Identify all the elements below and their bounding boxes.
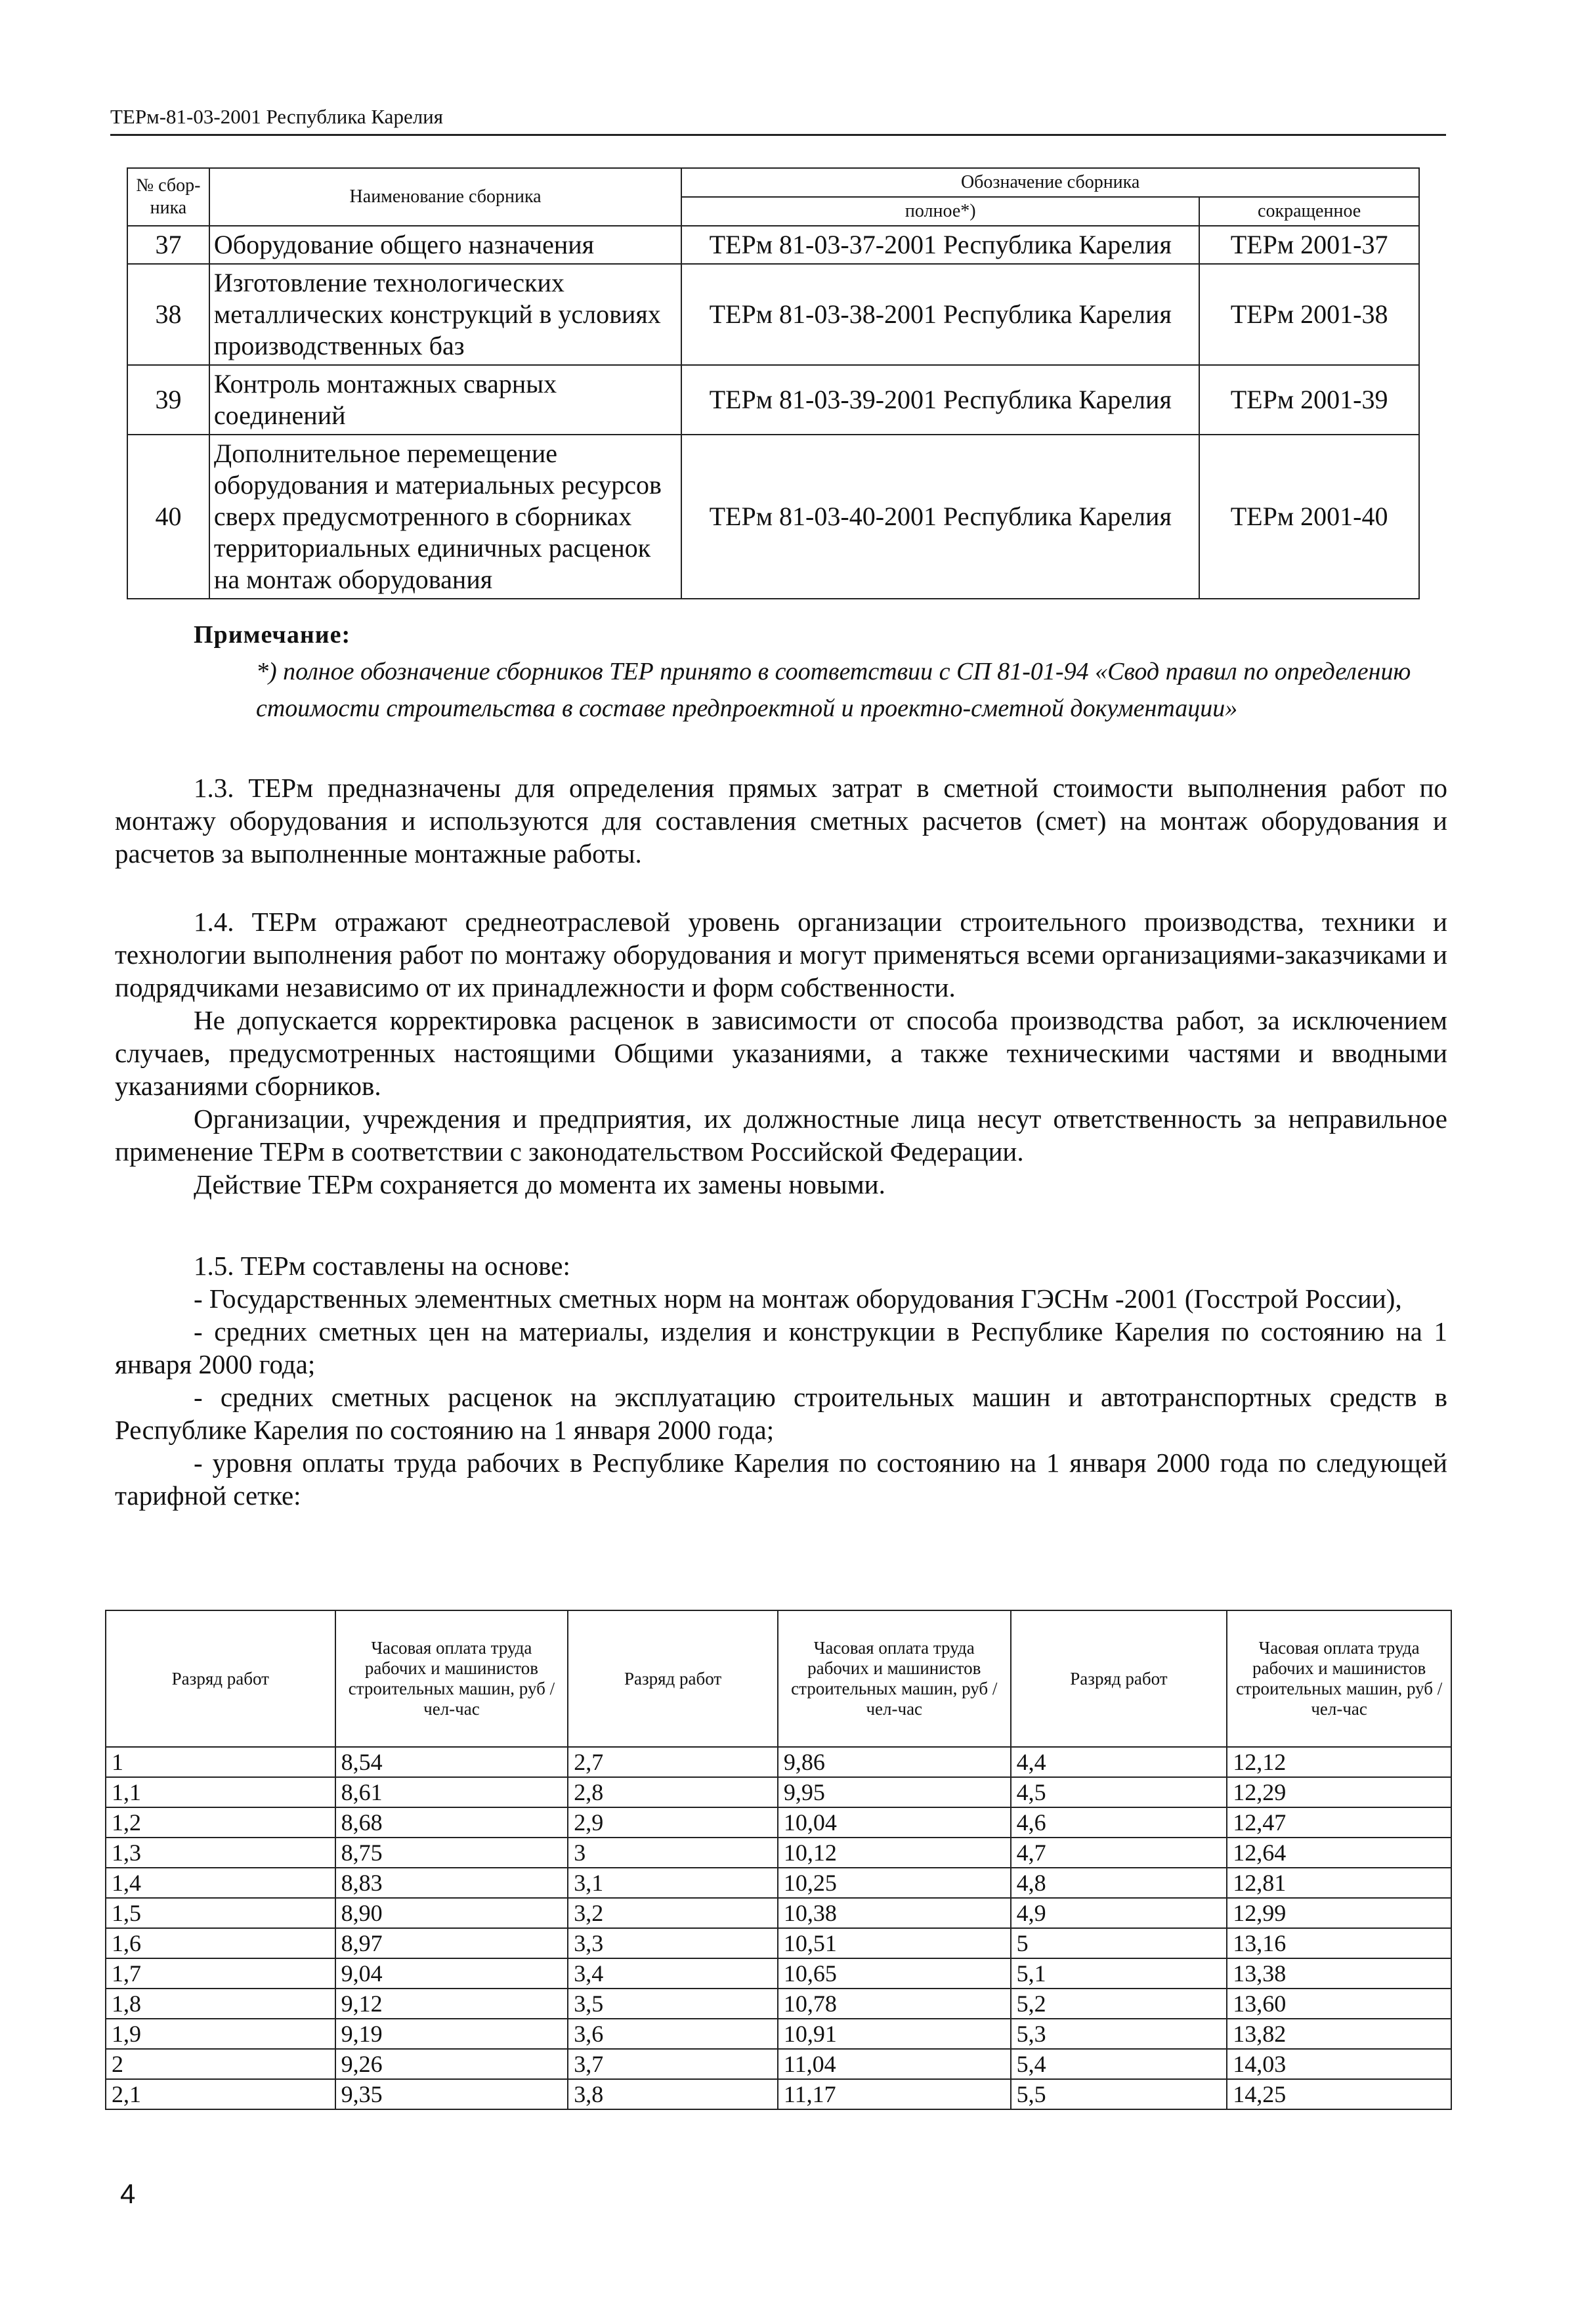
table-row [106, 1807, 1451, 1838]
table-row [106, 1777, 1451, 1807]
catalog-name: Изготовление технологических металлических конструкций в условиях производственных баз [209, 264, 681, 365]
rate-grade-cell: 3,6 [568, 2019, 778, 2049]
rate-value-cell: 14,03 [1227, 2049, 1451, 2079]
note-title: Примечание: [194, 621, 351, 649]
catalog-num: 38 [127, 264, 209, 365]
rate-grade-cell: 3,7 [568, 2049, 778, 2079]
table-row [106, 1989, 1451, 2019]
col-rate-header: Часовая оплата труда рабочих и машинистов строительных машин, руб /чел-час [335, 1610, 568, 1747]
rate-value-cell: 10,12 [778, 1838, 1011, 1868]
rate-value-cell: 12,64 [1227, 1838, 1451, 1868]
rate-grade-cell: 2,8 [568, 1777, 778, 1807]
table-row [127, 264, 1419, 365]
rate-grade-cell: 2 [106, 2049, 335, 2079]
rate-grade-cell: 1,9 [106, 2019, 335, 2049]
rate-value-cell: 10,51 [778, 1928, 1011, 1958]
paragraph-1-4-b: Не допускается корректировка расценок в зависимости от способа производства работ, за исключением случаев, предусмотренных настоящими Общими указаниями, а также техническими частями и вводными указаниями сборников. [115, 1005, 1447, 1101]
rate-grade-cell: 1,5 [106, 1898, 335, 1928]
rate-value-cell: 8,75 [335, 1838, 568, 1868]
rate-grade-cell: 4,8 [1011, 1868, 1227, 1898]
rate-grade-cell: 4,9 [1011, 1898, 1227, 1928]
col-name-header: Наименование сборника [209, 168, 681, 226]
rate-value-cell: 9,35 [335, 2079, 568, 2109]
rate-grade-cell: 3,5 [568, 1989, 778, 2019]
rate-value-cell: 12,47 [1227, 1807, 1451, 1838]
rate-value-cell: 9,86 [778, 1747, 1011, 1777]
rate-value-cell: 8,83 [335, 1868, 568, 1898]
table-row [127, 435, 1419, 599]
rate-value-cell: 10,78 [778, 1989, 1011, 2019]
rate-value-cell: 8,97 [335, 1928, 568, 1958]
catalog-short: ТЕРм 2001-38 [1199, 264, 1419, 365]
rate-value-cell: 13,16 [1227, 1928, 1451, 1958]
catalog-name: Дополнительное перемещение оборудования и материальных ресурсов сверх предусмотренного в сборниках территориальных единичных расценок на монтаж оборудования [209, 435, 681, 599]
page-header: ТЕРм-81-03-2001 Республика Карелия [110, 105, 1446, 136]
rate-grade-cell: 5,4 [1011, 2049, 1227, 2079]
paragraph-1-5-d: - уровня оплаты труда рабочих в Республике Карелия по состоянию на 1 января 2000 года по следующей тарифной сетке: [115, 1448, 1447, 1511]
rate-value-cell: 9,95 [778, 1777, 1011, 1807]
catalog-num: 40 [127, 435, 209, 599]
rate-value-cell: 10,65 [778, 1958, 1011, 1989]
rate-value-cell: 9,12 [335, 1989, 568, 2019]
table-row [106, 2049, 1451, 2079]
rate-value-cell: 14,25 [1227, 2079, 1451, 2109]
rate-grade-cell: 1,1 [106, 1777, 335, 1807]
rate-value-cell: 12,29 [1227, 1777, 1451, 1807]
rate-value-cell: 12,12 [1227, 1747, 1451, 1777]
rate-value-cell: 10,38 [778, 1898, 1011, 1928]
paragraph-1-5-c: - средних сметных расценок на эксплуатацию строительных машин и автотранспортных средств в Республике Карелия по состоянию на 1 января 2000 года; [115, 1382, 1447, 1445]
rate-grade-cell: 5,3 [1011, 2019, 1227, 2049]
rate-grade-cell: 3,3 [568, 1928, 778, 1958]
rate-grade-cell: 1,2 [106, 1807, 335, 1838]
rate-value-cell: 11,04 [778, 2049, 1011, 2079]
rate-value-cell: 9,04 [335, 1958, 568, 1989]
rate-grade-cell: 2,7 [568, 1747, 778, 1777]
catalog-table [127, 167, 1420, 599]
col-rate-header: Часовая оплата труда рабочих и машинистов строительных машин, руб /чел-час [1227, 1610, 1451, 1747]
catalog-num: 37 [127, 226, 209, 264]
rate-grade-cell: 1,6 [106, 1928, 335, 1958]
col-full-header: полное*) [681, 197, 1199, 226]
rate-grade-cell: 5,2 [1011, 1989, 1227, 2019]
rate-grade-cell: 4,7 [1011, 1838, 1227, 1868]
catalog-short: ТЕРм 2001-37 [1199, 226, 1419, 264]
col-short-header: сокращенное [1199, 197, 1419, 226]
catalog-full: ТЕРм 81-03-40-2001 Республика Карелия [681, 435, 1199, 599]
rate-value-cell: 10,04 [778, 1807, 1011, 1838]
rate-grade-cell: 3,8 [568, 2079, 778, 2109]
paragraph-1-5-a: - Государственных элементных сметных норм на монтаж оборудования ГЭСНм -2001 (Госстрой России), [194, 1283, 1402, 1314]
rates-table [105, 1610, 1452, 2110]
col-designation-header: Обозначение сборника [681, 168, 1419, 197]
rate-value-cell: 10,91 [778, 2019, 1011, 2049]
table-row [106, 1838, 1451, 1868]
rate-grade-cell: 1 [106, 1747, 335, 1777]
rate-grade-cell: 1,7 [106, 1958, 335, 1989]
rate-value-cell: 8,54 [335, 1747, 568, 1777]
rate-grade-cell: 3 [568, 1838, 778, 1868]
rate-grade-cell: 3,1 [568, 1868, 778, 1898]
body-text [115, 771, 1447, 1512]
paragraph-1-5-b: - средних сметных цен на материалы, изделия и конструкции в Республике Карелия по состоянию на 1 января 2000 года; [115, 1316, 1447, 1379]
rate-grade-cell: 4,6 [1011, 1807, 1227, 1838]
rate-value-cell: 13,82 [1227, 2019, 1451, 2049]
paragraph-1-4-d: Действие ТЕРм сохраняется до момента их замены новыми. [194, 1169, 885, 1199]
rate-grade-cell: 3,2 [568, 1898, 778, 1928]
table-row [106, 2019, 1451, 2049]
table-row [127, 365, 1419, 435]
table-row [127, 226, 1419, 264]
col-rate-header: Часовая оплата труда рабочих и машинистов строительных машин, руб /чел-час [778, 1610, 1011, 1747]
rate-grade-cell: 5,1 [1011, 1958, 1227, 1989]
col-grade-header: Разряд работ [1011, 1610, 1227, 1747]
paragraph-1-3: 1.3. ТЕРм предназначены для определения прямых затрат в сметной стоимости выполнения работ по монтажу оборудования и используются для составления сметных расчетов (смет) на монтаж оборудования и расчетов за выполненные монтажные работы. [115, 773, 1447, 869]
catalog-full: ТЕРм 81-03-38-2001 Республика Карелия [681, 264, 1199, 365]
catalog-full: ТЕРм 81-03-37-2001 Республика Карелия [681, 226, 1199, 264]
col-num-header: № сбор-ника [127, 168, 209, 226]
col-grade-header: Разряд работ [106, 1610, 335, 1747]
paragraph-1-4-c: Организации, учреждения и предприятия, их должностные лица несут ответственность за неправильное применение ТЕРм в соответствии с законодательством Российской Федерации. [115, 1104, 1447, 1167]
rate-grade-cell: 4,5 [1011, 1777, 1227, 1807]
catalog-name: Оборудование общего назначения [209, 226, 681, 264]
table-row [106, 2079, 1451, 2109]
rate-grade-cell: 5 [1011, 1928, 1227, 1958]
rate-value-cell: 13,38 [1227, 1958, 1451, 1989]
catalog-full: ТЕРм 81-03-39-2001 Республика Карелия [681, 365, 1199, 435]
page-number: 4 [120, 2178, 136, 2209]
rate-value-cell: 8,68 [335, 1807, 568, 1838]
rate-grade-cell: 1,3 [106, 1838, 335, 1868]
catalog-name: Контроль монтажных сварных соединений [209, 365, 681, 435]
rate-grade-cell: 1,4 [106, 1868, 335, 1898]
paragraph-1-4: 1.4. ТЕРм отражают среднеотраслевой уровень организации строительного производства, техники и технологии выполнения работ по монтажу оборудования и могут применяться всеми организациями-заказчиками и подрядчиками независимо от их принадлежности и форм собственности. [115, 907, 1447, 1002]
rate-grade-cell: 3,4 [568, 1958, 778, 1989]
catalog-short: ТЕРм 2001-39 [1199, 365, 1419, 435]
rate-grade-cell: 5,5 [1011, 2079, 1227, 2109]
col-grade-header: Разряд работ [568, 1610, 778, 1747]
rate-value-cell: 10,25 [778, 1868, 1011, 1898]
table-row [106, 1868, 1451, 1898]
rate-grade-cell: 1,8 [106, 1989, 335, 2019]
table-row [106, 1928, 1451, 1958]
rate-value-cell: 9,26 [335, 2049, 568, 2079]
rate-value-cell: 9,19 [335, 2019, 568, 2049]
catalog-short: ТЕРм 2001-40 [1199, 435, 1419, 599]
rate-value-cell: 13,60 [1227, 1989, 1451, 2019]
paragraph-1-5: 1.5. ТЕРм составлены на основе: [194, 1251, 570, 1281]
table-row [106, 1747, 1451, 1777]
rate-value-cell: 12,99 [1227, 1898, 1451, 1928]
table-row [106, 1898, 1451, 1928]
rate-value-cell: 11,17 [778, 2079, 1011, 2109]
rate-value-cell: 8,90 [335, 1898, 568, 1928]
catalog-num: 39 [127, 365, 209, 435]
rate-grade-cell: 2,9 [568, 1807, 778, 1838]
rate-grade-cell: 4,4 [1011, 1747, 1227, 1777]
note-text: *) полное обозначение сборников ТЕР принято в соответствии с СП 81-01-94 «Свод правил по определению стоимости строительства в составе предпроектной и проектно-сметной документации» [256, 658, 1411, 722]
rate-grade-cell: 2,1 [106, 2079, 335, 2109]
rate-value-cell: 12,81 [1227, 1868, 1451, 1898]
rate-value-cell: 8,61 [335, 1777, 568, 1807]
table-row [106, 1958, 1451, 1989]
